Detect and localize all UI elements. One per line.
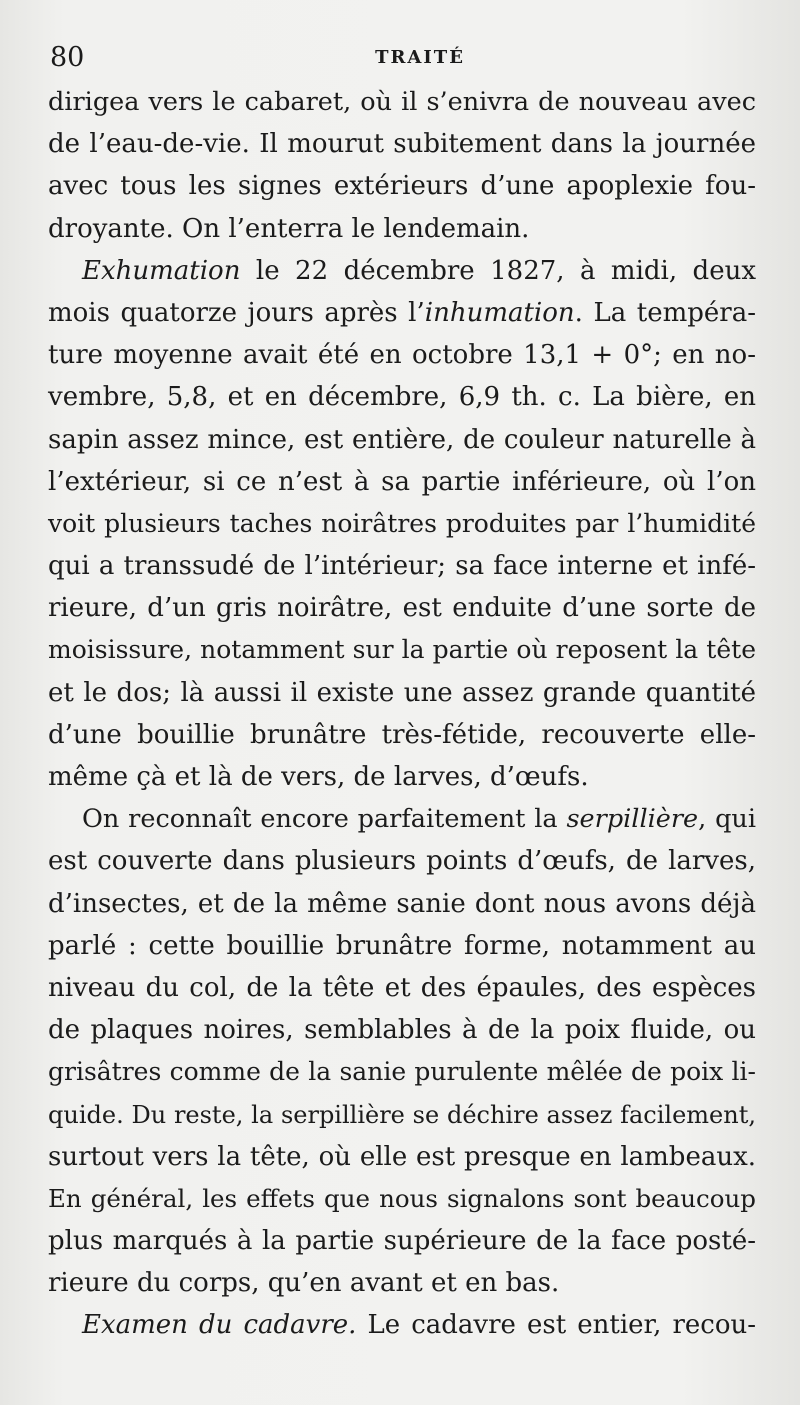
text-line: même çà et là de vers, de larves, d’œufs. — [48, 762, 589, 792]
text-line: de plaques noires, semblables à de la poix fluide, ou — [48, 1015, 756, 1046]
body-text — [48, 81, 756, 1347]
text-line: rieure du corps, qu’en avant et en bas. — [48, 1268, 560, 1299]
italic-heading: Examen du cadavre. — [82, 1310, 357, 1341]
text-line: grisâtres comme de la sanie purulente mêlée de poix li- — [48, 1057, 756, 1087]
text-line: On reconnaît encore parfaitement la serpillière, qui — [82, 804, 756, 835]
text-line: qui a transsudé de l’intérieur; sa face interne et infé- — [48, 551, 756, 582]
italic-term: serpillière — [566, 804, 699, 835]
text-line: Examen du cadavre. Le cadavre est entier, recou- — [82, 1310, 756, 1341]
text-line: l’extérieur, si ce n’est à sa partie inférieure, où l’on — [48, 466, 756, 497]
text-line: Exhumation le 22 décembre 1827, à midi, deux — [82, 255, 756, 286]
text-line: avec tous les signes extérieurs d’une apoplexie fou- — [48, 171, 756, 202]
text-line: est couverte dans plusieurs points d’œufs, de larves, — [48, 846, 756, 877]
text-line: droyante. On l’enterra le lendemain. — [48, 213, 530, 244]
text-line: voit plusieurs taches noirâtres produites par l’humidité — [48, 508, 756, 538]
page-number: 80 — [50, 42, 85, 73]
text-line: En général, les effets que nous signalons sont beaucoup — [48, 1183, 756, 1213]
text-line: moisissure, notamment sur la partie où reposent la tête — [48, 635, 756, 665]
text-line: parlé : cette bouillie brunâtre forme, notamment au — [48, 930, 756, 961]
italic-term: inhumation — [424, 297, 575, 328]
text-line: d’insectes, et de la même sanie dont nous avons déjà — [48, 888, 756, 919]
text-line: d’une bouillie brunâtre très-fétide, recouverte elle- — [48, 719, 756, 750]
text-line: sapin assez mince, est entière, de couleur naturelle à — [48, 424, 756, 455]
text-line: niveau du col, de la tête et des épaules, des espèces — [48, 972, 756, 1003]
text-line: quide. Du reste, la serpillière se déchire assez facilement, — [48, 1100, 756, 1129]
text-line: et le dos; là aussi il existe une assez grande quantité — [48, 677, 756, 708]
text-line: ture moyenne avait été en octobre 13,1 + 0°; en no- — [48, 340, 756, 371]
text-line: rieure, d’un gris noirâtre, est enduite d’une sorte de — [48, 593, 756, 624]
text-line: surtout vers la tête, où elle est presque en lambeaux. — [48, 1141, 756, 1172]
text-line: dirigea vers le cabaret, où il s’enivra de nouveau avec — [48, 87, 756, 117]
italic-heading: Exhumation — [82, 255, 241, 286]
text-line: plus marqués à la partie supérieure de la face posté- — [48, 1226, 756, 1257]
running-title: TRAITÉ — [375, 47, 465, 68]
text-line: de l’eau-de-vie. Il mourut subitement dans la journée — [48, 129, 756, 160]
text-line: vembre, 5,8, et en décembre, 6,9 th. c. La bière, en — [48, 382, 756, 413]
text-line: mois quatorze jours après l’inhumation. La tempéra- — [48, 297, 756, 328]
running-head — [50, 40, 750, 76]
